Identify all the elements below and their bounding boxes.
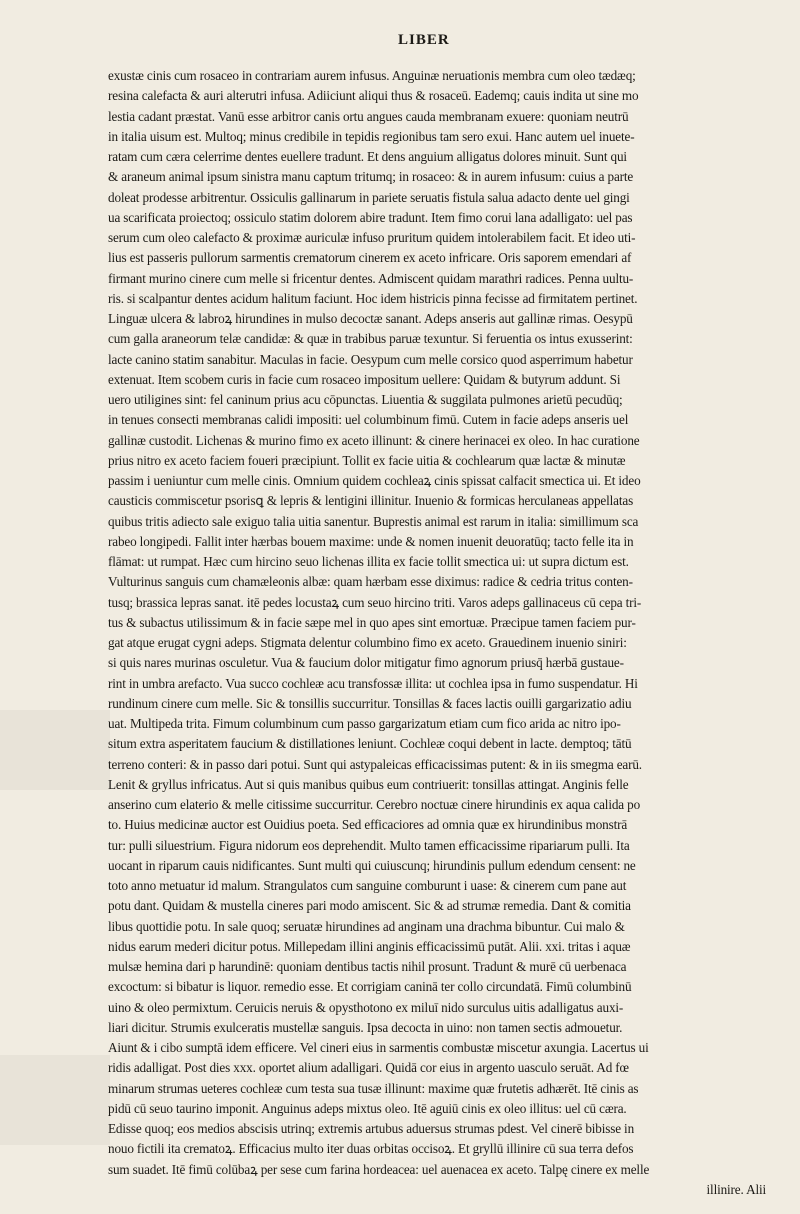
text-line: nouo fictili ita crematoꝝ. Efficacius multo iter duas orbitas occisoꝝ. Et gryllū illinire cū sua terra defos — [108, 1141, 634, 1157]
text-line: rabeo longipedi. Fallit inter hærbas bouem maxime: unde & nomen inuenit deuoratūq; tacto felle ita in — [108, 533, 634, 549]
text-line: lestia cadant præstat. Vanū esse arbitror canis ortu angues cauda membranam exuere: quoniam neutrū — [108, 108, 629, 124]
text-line: terreno conteri: & in passo dari potui. Sunt qui astypaleicas efficacissimas putent: & in iis smegma earū. — [108, 756, 642, 772]
body-text — [108, 66, 766, 1200]
text-line: pidū cū seuo taurino imponit. Anguinus adeps mixtus oleo. Itē aguiū cinis ex oleo illitus: uel cū cæra. — [108, 1100, 627, 1116]
text-line: to. Huius medicinæ auctor est Ouidius poeta. Sed efficaciores ad omnia quæ ex hirundinibus monstrā — [108, 817, 628, 833]
text-line: resina calefacta & auri alterutri infusa. Adiiciunt aliqui thus & rosaceū. Eademq; cauis indita ut sine mo — [108, 88, 639, 104]
text-line: flāmat: ut rumpat. Hæc cum hircino seuo lichenas illita ex facie tollit smectica ui: ut supra dictum est. — [108, 554, 629, 569]
text-line: in italia uisum est. Multoq; minus credibile in tepidis regionibus tam sero exui. Hanc autem uel inuete- — [108, 128, 635, 144]
text-line: gallinæ custodit. Lichenas & murino fimo ex aceto illinunt: & cinere herinacei ex oleo. In hac curatione — [108, 432, 640, 448]
text-line: extenuat. Item scobem curis in facie cum rosaceo impositum uellere: Quidam & butyrum addunt. Si — [108, 371, 621, 387]
text-line: libus quottidie potu. In sale quoq; seruatæ hirundines ad anginam una drachma bibuntur. Cui malo & — [108, 918, 625, 934]
text-line: nidus earum mederi dicitur potus. Millepedam illini anginis efficacissimū putāt. Alii. xxi. tritas i aquæ — [108, 938, 631, 954]
text-line: lacte canino statim sanabitur. Maculas in facie. Oesypum cum melle corsico quod asperrimum habetur — [108, 351, 633, 367]
text-line: quibus tritis adiecto sale exiguo talia uitia sanentur. Buprestis animal est rarum in italia: simillimum sca — [108, 513, 639, 529]
text-line: Linguæ ulcera & labroꝝ hirundines in mulso decoctæ sanant. Adeps anseris aut gallinæ rimas. Oesypū — [108, 311, 633, 326]
text-line: ua scarificata proiectoq; ossiculo statim dolorem abire tradunt. Item fimo corui lana adalligato: uel pas — [108, 209, 633, 225]
text-line: minarum strumas ueteres cochleæ cum testa sua tusæ illinunt: maxime quæ frutetis adhærēt. Itē cinis as — [108, 1080, 639, 1096]
text-line: situm extra asperitatem faucium & distillationes leniunt. Cochleæ coqui debent in lacte. demptoq; tātū — [108, 736, 632, 752]
text-line: firmant murino cinere cum melle si fricentur dentes. Admiscent quidam marathri radices. Penna uultu- — [108, 270, 634, 286]
text-line: cum galla araneorum telæ candidæ: & quæ in trabibus paruæ texuntur. Si feruentia os intus exusserint: — [108, 331, 633, 347]
text-line: excoctum: si bibatur is liquor. remedio esse. Et corrigiam caninā ter collo circundatā. Fimū columbinū — [108, 979, 632, 995]
text-line: Lenit & gryllus infricatus. Aut si quis manibus quibus eum contriuerit: tonsillas attingat. Anginis felle — [108, 776, 629, 792]
text-line: uino & oleo permixtum. Ceruicis neruis & opysthotono ex miluī nido surculus uitis adalligatus auxi- — [108, 999, 624, 1015]
text-line: & araneum animal ipsum sinistra manu captum tritumq; in rosaceo: & in aurem infusum: cuius a parte — [108, 169, 634, 185]
bleed-through-shadow — [0, 710, 110, 790]
text-line: Aiunt & i cibo sumptā idem efficere. Vel cineri eius in sarmentis combustæ miscetur axungia. Lacertus ui — [108, 1040, 649, 1055]
text-line: sum suadet. Itē fimū colūbaꝝ per sese cum farina hordeacea: uel auenacea ex aceto. Talpę cinere ex melle — [108, 1161, 650, 1177]
text-line: tus & subactus utilissimum & in facie sæpe mel in quo apes sint emortuæ. Præcipue tamen faciem pur- — [108, 614, 636, 630]
text-line: in tenues consecti membranas calidi impositi: uel columbinum fimū. Cutem in facie adeps anseris uel — [108, 412, 629, 428]
page-header: LIBER — [398, 32, 450, 48]
text-line: si quis nares murinas osculetur. Vua & faucium dolor mitigatur fimo agnorum priusq̄ hærbā gustaue- — [108, 655, 624, 671]
text-line: passim i ueniuntur cum melle cinis. Omnium quidem cochleaꝝ cinis spissat calfacit smectica ui. Et ideo — [108, 473, 641, 488]
text-line: gat atque erugat cygni adeps. Stigmata delentur columbino fimo ex aceto. Grauedinem inuenio siniri: — [108, 635, 627, 650]
text-line: rundinum cinere cum melle. Sic & tonsillis succurritur. Tonsillas & faces lactis ouilli gargarizatio adiu — [108, 695, 632, 711]
text-line: ris. si scalpantur dentes acidum halitum faciunt. Hoc idem histricis pinna fecisse ad firmitatem pertinet. — [108, 290, 638, 306]
text-line: doleat prodesse arbitrentur. Ossiculis gallinarum in pariete seruatis fistula salua adacto dente uel gingi — [108, 189, 630, 205]
text-line: Vulturinus sanguis cum chamæleonis albæ: quam hærbam esse diximus: radice & cedria tritus conten- — [108, 574, 633, 590]
text-line: anserino cum elaterio & melle citissime succurritur. Cerebro noctuæ cinere hirundinis ex aqua calida po — [108, 797, 641, 812]
text-line: Edisse quoq; eos medios abscisis utrinq; extremis artubus aduersus strumas pdest. Vel cinerē bibisse in — [108, 1121, 635, 1136]
text-line: toto anno metuatur id malum. Strangulatos cum sanguine comburunt i uase: & cinerem cum pane aut — [108, 878, 627, 893]
text-line: tusq; brassica lepras sanat. itē pedes locustaꝝ cum seuo hircino triti. Varos adeps gallinaceus cū cepa tri- — [108, 594, 642, 610]
text-line: uero utiligines sint: fel caninum prius acu cōpunctas. Liuentia & suggilata pulmones arietū pecudūq; — [108, 392, 623, 407]
text-line: causticis commiscetur psorisꝗ & lepris & lentigini illinitur. Inuenio & formicas herculaneas appellatas — [108, 493, 634, 509]
text-line: liari dicitur. Strumis exulceratis mustellæ sanguis. Ipsa decocta in uino: non tamen sectis admouetur. — [108, 1019, 623, 1035]
text-line: ratam cum cæra celerrime dentes euellere tradunt. Et dens anguium alligatus dolores minuit. Sunt qui — [108, 149, 627, 164]
text-line: exustæ cinis cum rosaceo in contrariam aurem infusus. Anguinæ neruationis membra cum oleo tædæq; — [108, 68, 636, 83]
text-line: rint in umbra arefacto. Vua succo cochleæ acu transfossæ illita: ut cochlea ipsa in fumo suspendatur. Hi — [108, 675, 638, 691]
bleed-through-shadow — [0, 1055, 110, 1145]
text-line: uat. Multipeda trita. Fimum columbinum cum passo gargarizatum etiam cum fico arida ac nitro ipo- — [108, 716, 621, 731]
text-line: mulsæ hemina dari p harundinē: quoniam dentibus tactis nihil prosunt. Tradunt & murē cū uerbenaca — [108, 959, 627, 974]
text-line: lius est passeris pullorum sarmentis crematorum cinerem ex aceto infricare. Oris saporem emendari af — [108, 250, 632, 266]
text-line: tur: pulli siluestrium. Figura nidorum eos deprehendit. Multo tamen efficacissime ripariarum pulli. Ita — [108, 837, 630, 853]
text-line: serum cum oleo calefacto & proximæ auriculæ infuso pruritum quidem intolerabilem facit. Et ideo uti- — [108, 230, 636, 245]
text-line: prius nitro ex aceto faciem foueri præcipiunt. Tollit ex facie uitia & cochlearum quæ lactæ & minutæ — [108, 452, 626, 468]
text-line: ridis adalligat. Post dies xxx. oportet alium adalligari. Quidā cor eius in argento uasculo seruāt. Ad fœ — [108, 1060, 629, 1076]
text-line: potu dant. Quidam & mustella cineres pari modo amiscent. Sic & ad strumæ remedia. Dant & comitia — [108, 898, 631, 914]
text-line-final: illinire. Alii — [706, 1181, 766, 1197]
text-line: uocant in riparum cauis nidificantes. Sunt multi qui cuiuscunq; hirundinis pullum edendum censent: ne — [108, 857, 636, 873]
